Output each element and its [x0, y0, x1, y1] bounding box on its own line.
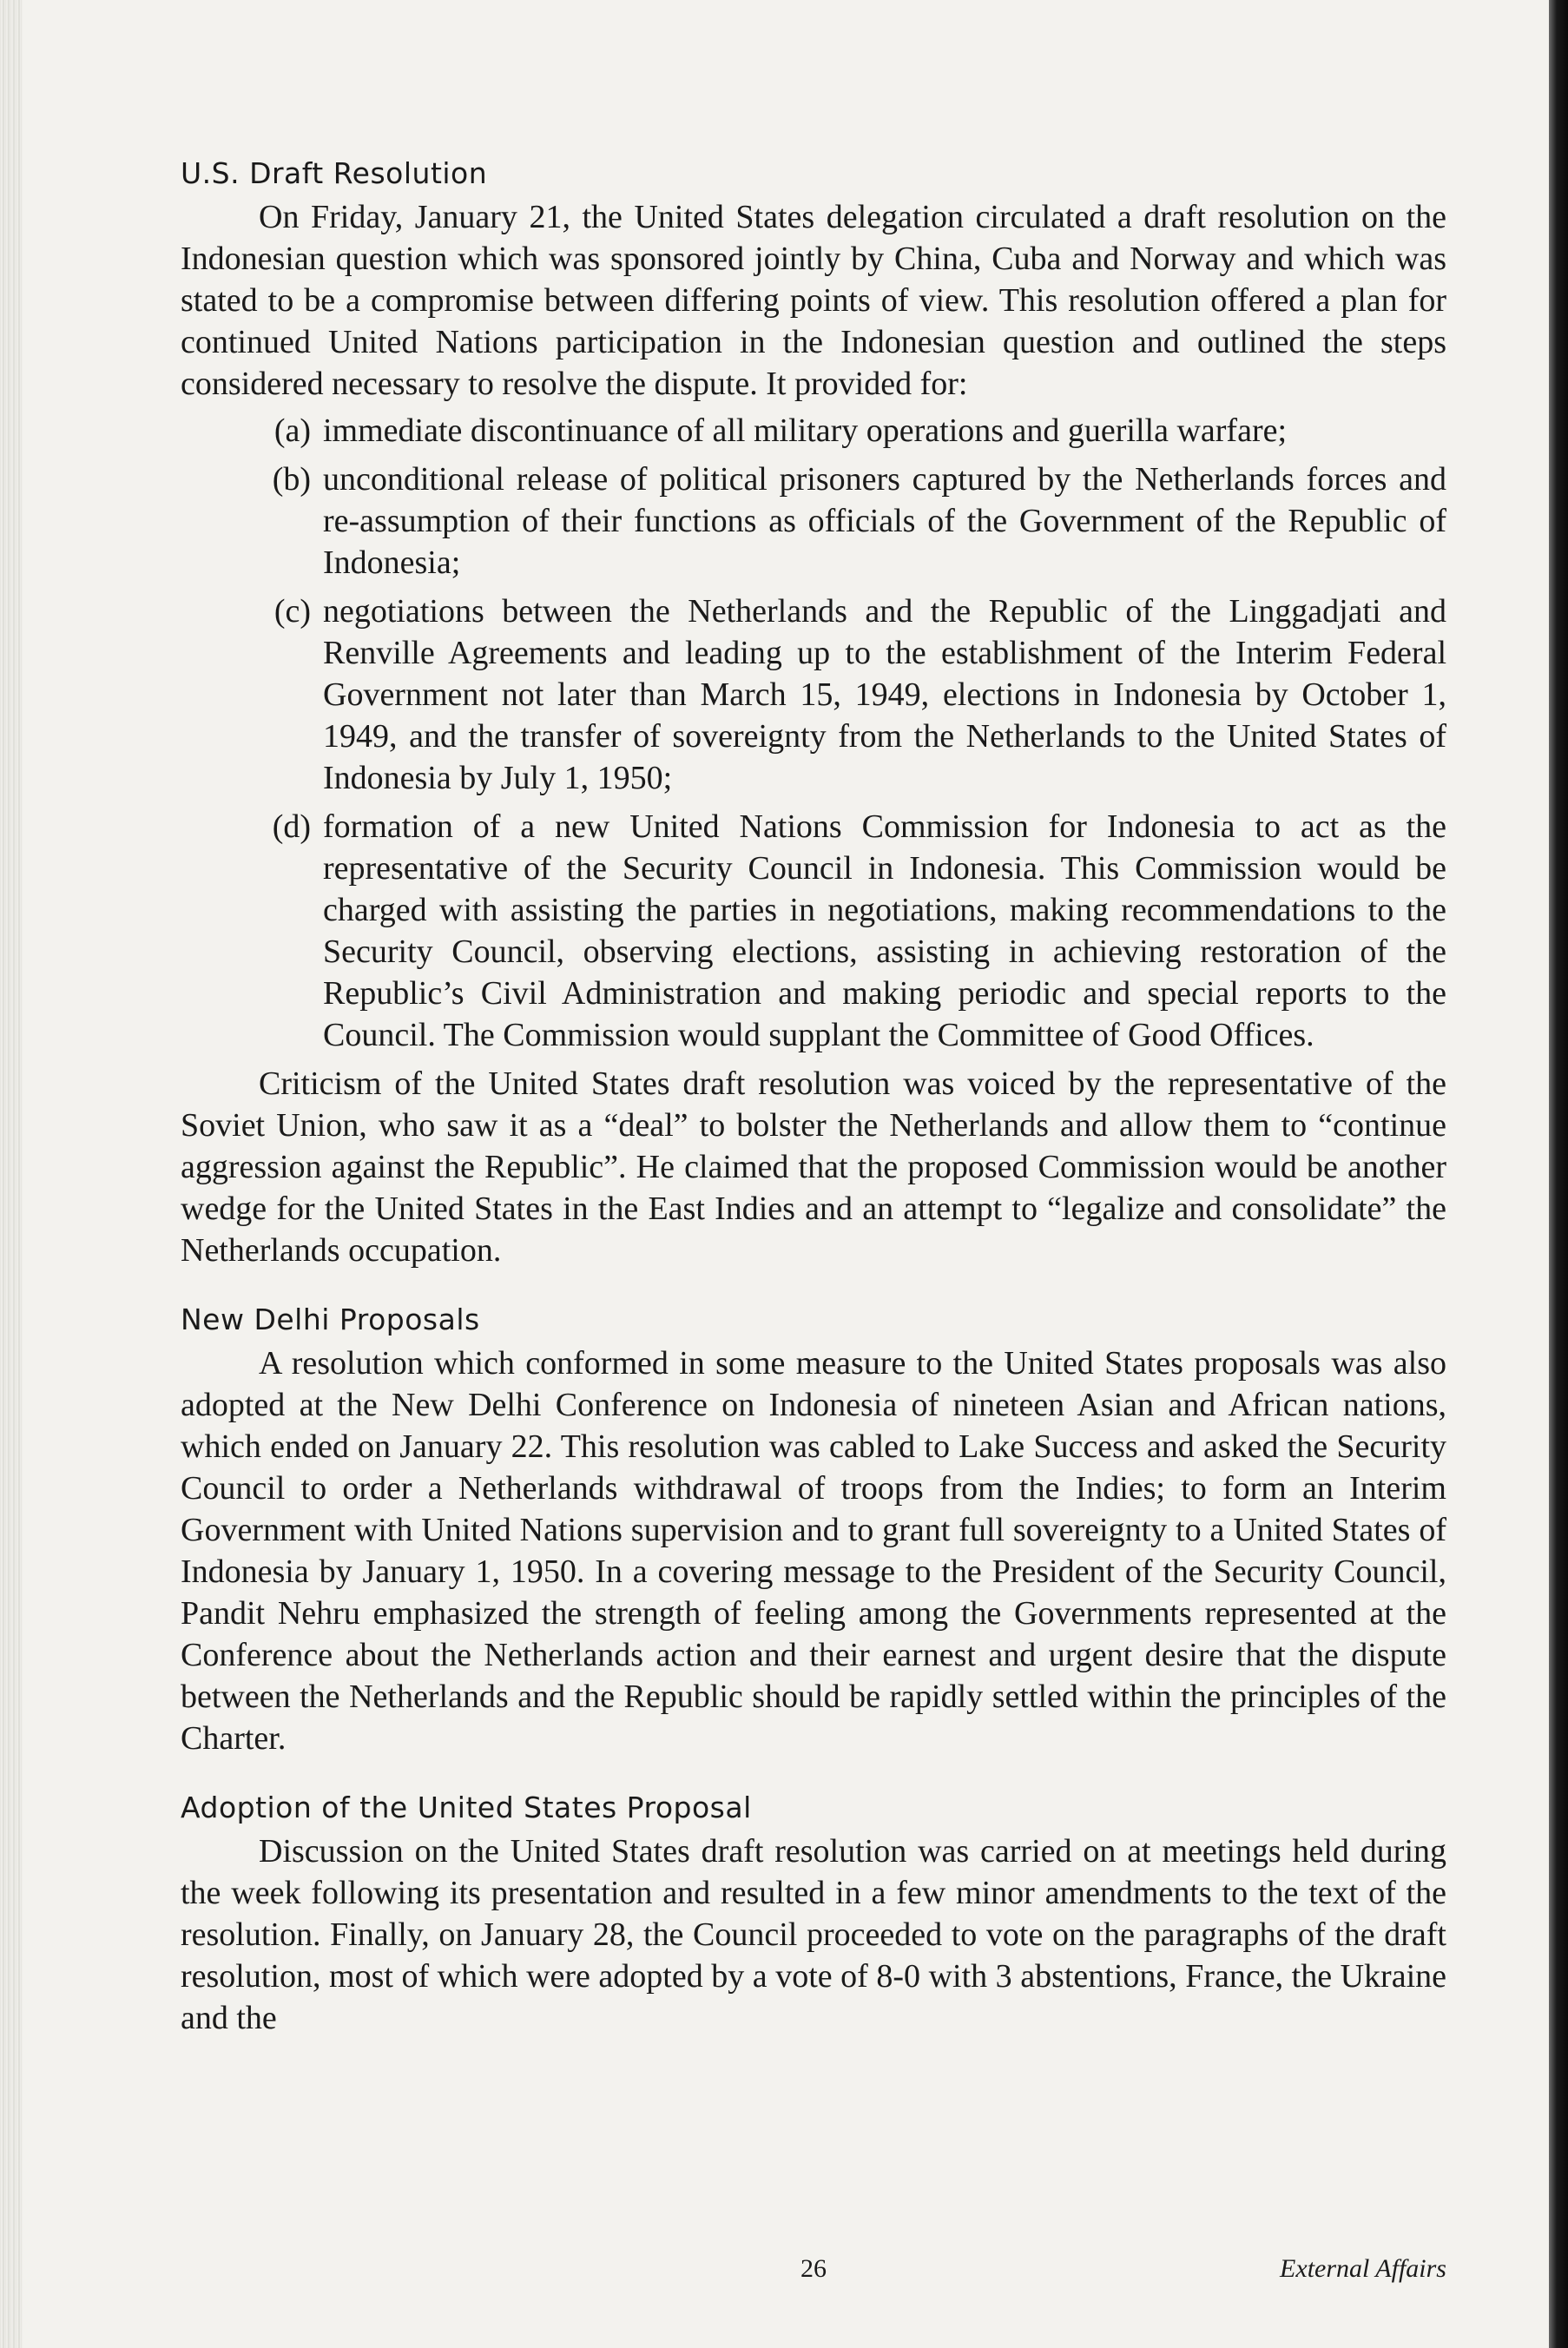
provisions-list	[181, 410, 1446, 1056]
section-us-draft-resolution	[181, 155, 1446, 1271]
paragraph: Discussion on the United States draft resolution was carried on at meetings held during the week following its presentation and resulted in a few minor amendments to the text of the resolution. Finally, on January 28, the Council proceeded to vote on the paragraphs of the draft resolution, most of which were adopted by a vote of 8-0 with 3 abstentions, France, the Ukraine and the	[181, 1833, 1446, 2036]
page-footer	[181, 2254, 1446, 2289]
scan-right-edge	[1549, 0, 1568, 2348]
paragraph: A resolution which conformed in some measure to the United States proposals was also adopted at the New Delhi Conference on Indonesia of nineteen Asian and African nations, which ended on January 22. This resolution was cabled to Lake Success and asked the Security Council to order a Netherlands withdrawal of troops from the Indies; to form an Interim Government with United Nations supervision and to grant full sovereignty to a United States of Indonesia by January 1, 1950. In a covering message to the President of the Security Council, Pandit Nehru emphasized the strength of feeling among the Governments represented at the Conference about the Netherlands action and their earnest and urgent desire that the dispute between the Netherlands and the Republic should be rapidly settled within the principles of the Charter.	[181, 1345, 1446, 1757]
list-item-text: formation of a new United Nations Commission for Indonesia to act as the representative of the Security Council in Indonesia. This Commission would be charged with assisting the parties in negotiations, making recommendations to the Security Council, observing elections, assisting in achieving restoration of the Republic’s Civil Administration and making periodic and special reports to the Council. The Commission would supplant the Committee of Good Offices.	[323, 808, 1446, 1053]
list-marker: (c)	[273, 593, 311, 630]
page-number: 26	[800, 2254, 827, 2283]
document-page	[181, 155, 1446, 2039]
section-heading: New Delhi Proposals	[181, 1303, 480, 1336]
list-item	[181, 458, 1446, 584]
section-adoption-of-proposal	[181, 1789, 1446, 2039]
list-item	[181, 410, 1446, 452]
list-item-text: immediate discontinuance of all military operations and guerilla warfare;	[323, 412, 1288, 449]
paragraph: Criticism of the United States draft resolution was voiced by the representative of the Soviet Union, who saw it as a “deal” to bolster the Netherlands and allow them to “continue aggression against the Republic”. He claimed that the proposed Commission would be another wedge for the United States in the East Indies and an attempt to “legalize and consolidate” the Netherlands occupation.	[181, 1065, 1446, 1269]
section-heading: Adoption of the United States Proposal	[181, 1791, 752, 1824]
publication-title: External Affairs	[1280, 2254, 1446, 2283]
list-item-text: unconditional release of political prisoners captured by the Netherlands forces and re-assumption of their functions as officials of the Government of the Republic of Indonesia;	[323, 461, 1446, 581]
list-item	[181, 806, 1446, 1056]
list-marker: (b)	[272, 461, 311, 498]
section-new-delhi-proposals	[181, 1301, 1446, 1759]
list-marker: (a)	[273, 412, 311, 449]
scan-left-edge	[0, 0, 23, 2348]
list-item-text: negotiations between the Netherlands and the Republic of the Linggadjati and Renville Agreements and leading up to the establishment of the Interim Federal Government not later than March 15, 1949, elections in Indonesia by October 1, 1949, and the transfer of sovereignty from the Netherlands to the United States of Indonesia by July 1, 1950;	[323, 593, 1446, 796]
paragraph: On Friday, January 21, the United States delegation circulated a draft resolution on the Indonesian question which was sponsored jointly by China, Cuba and Norway and which was stated to be a compromise between differing points of view. This resolution offered a plan for continued United Nations participation in the Indonesian question and outlined the steps considered necessary to resolve the dispute. It provided for:	[181, 199, 1446, 402]
list-marker: (d)	[272, 808, 311, 845]
list-item	[181, 590, 1446, 799]
section-heading: U.S. Draft Resolution	[181, 156, 488, 190]
